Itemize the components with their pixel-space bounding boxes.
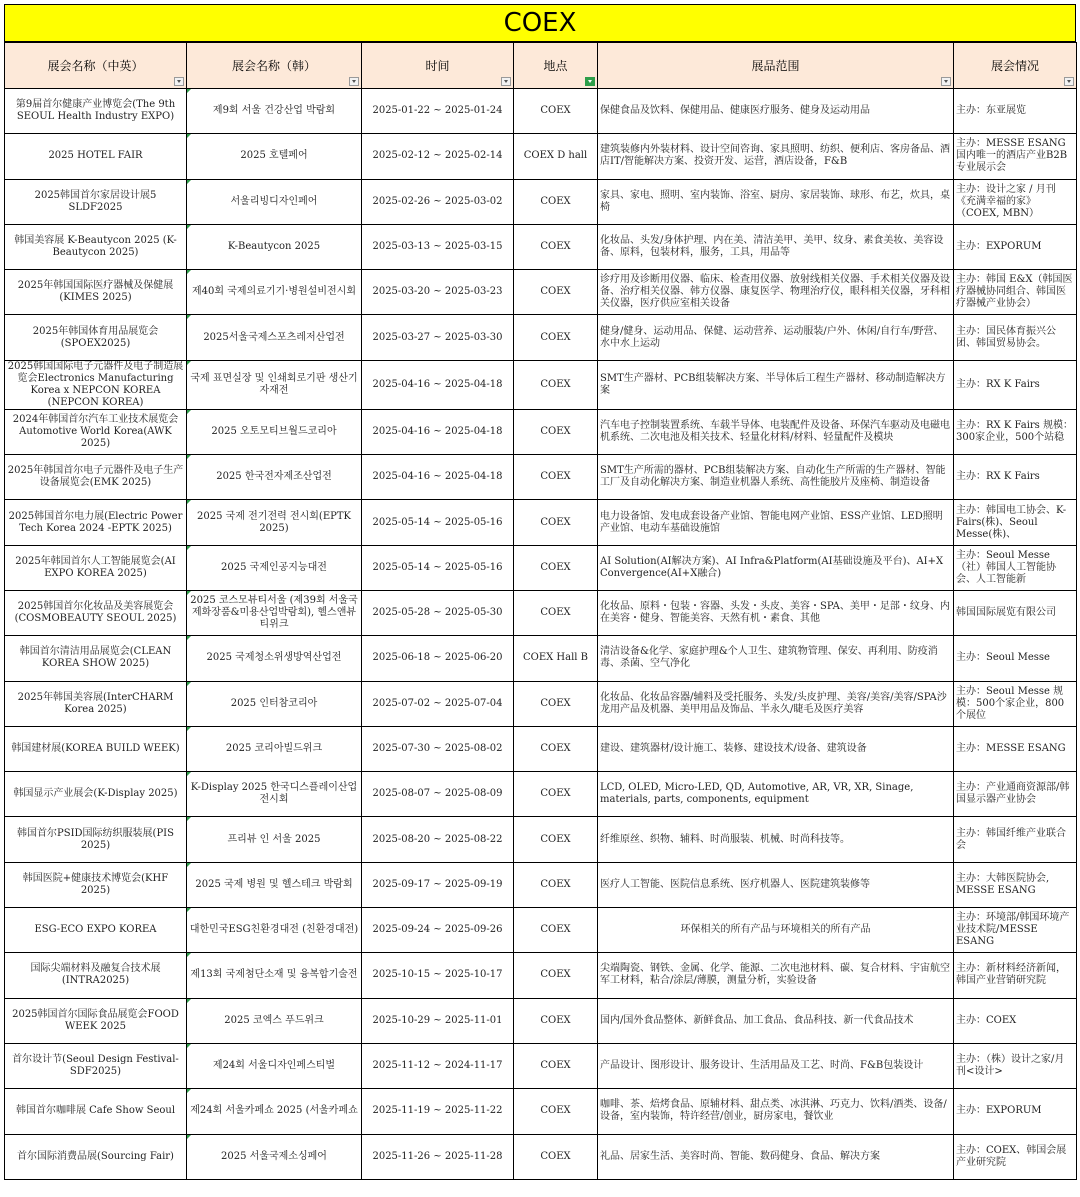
cell-scope[interactable]: LCD, OLED, Micro-LED, QD, Automotive, AR, VR, XR, Sinage, materials, parts, components, equipment xyxy=(598,772,954,817)
header-cell: 展会情况 xyxy=(954,43,1077,89)
table-row xyxy=(5,179,1077,224)
cell-date[interactable]: 2025-10-29 ~ 2025-11-01 xyxy=(362,998,514,1043)
cell-venue[interactable]: COEX xyxy=(514,315,598,360)
cell-venue[interactable]: COEX xyxy=(514,726,598,771)
cell-venue[interactable]: COEX xyxy=(514,1134,598,1179)
cell-info[interactable]: 主办：大韩医院协会, MESSE ESANG xyxy=(954,862,1077,907)
cell-name-cn[interactable]: 韩国建材展(KOREA BUILD WEEK) xyxy=(5,726,187,771)
cell-scope[interactable]: 清洁设备&化学、家庭护理&个人卫生、建筑物管理、保安、再利用、防疫消毒、杀菌、空气净化 xyxy=(598,636,954,681)
filter-dropdown-icon[interactable] xyxy=(501,77,511,86)
table-row xyxy=(5,681,1077,726)
cell-name-cn[interactable]: 韩国显示产业展会(K-Display 2025) xyxy=(5,772,187,817)
cell-scope[interactable]: 电力设备馆、发电成套设备产业馆、智能电网产业馆、ESS产业馆、LED照明产业馆、电动车基础设施馆 xyxy=(598,500,954,545)
cell-date[interactable]: 2025-04-16 ~ 2025-04-18 xyxy=(362,455,514,500)
cell-name-kr[interactable]: K-Beautycon 2025 xyxy=(187,224,362,269)
table-row xyxy=(5,998,1077,1043)
header-cell: 展品范围 xyxy=(598,43,954,89)
cell-scope[interactable]: 咖啡、茶、焙烤食品、原辅材料、甜点类、冰淇淋、巧克力、饮料/酒类、设备/设备，室内装饰，特许经营/创业，厨房家电，餐饮业 xyxy=(598,1089,954,1134)
table-row xyxy=(5,1089,1077,1134)
cell-name-cn[interactable]: 2025韩国首尔家居设计展5 SLDF2025 xyxy=(5,179,187,224)
cell-name-kr[interactable]: 2025 서울국제소싱페어 xyxy=(187,1134,362,1179)
cell-venue[interactable]: COEX D hall xyxy=(514,134,598,179)
filter-dropdown-icon[interactable] xyxy=(941,77,951,86)
cell-name-cn[interactable]: 韩国首尔清洁用品展览会(CLEAN KOREA SHOW 2025) xyxy=(5,636,187,681)
header-row xyxy=(5,43,1077,89)
cell-name-kr[interactable]: 2025 국제 전기전력 전시회(EPTK 2025) xyxy=(187,500,362,545)
cell-info[interactable]: 主办：RX K Fairs xyxy=(954,360,1077,409)
cell-name-kr[interactable]: 2025 호텔페어 xyxy=(187,134,362,179)
cell-venue[interactable]: COEX xyxy=(514,179,598,224)
header-cell: 展会名称（韩） xyxy=(187,43,362,89)
cell-name-kr[interactable]: 2025 한국전자제조산업전 xyxy=(187,455,362,500)
cell-name-kr[interactable]: K-Display 2025 한국디스플레이산업전시회 xyxy=(187,772,362,817)
cell-date[interactable]: 2025-04-16 ~ 2025-04-18 xyxy=(362,360,514,409)
cell-venue[interactable]: COEX xyxy=(514,681,598,726)
cell-venue[interactable]: COEX xyxy=(514,590,598,635)
cell-scope[interactable]: 国内/国外食品整体、新鲜食品、加工食品、食品科技、新一代食品技术 xyxy=(598,998,954,1043)
cell-date[interactable]: 2025-07-02 ~ 2025-07-04 xyxy=(362,681,514,726)
cell-date[interactable]: 2025-03-13 ~ 2025-03-15 xyxy=(362,224,514,269)
cell-venue[interactable]: COEX xyxy=(514,360,598,409)
cell-name-kr[interactable]: 2025 국제 병원 및 헬스테크 박람회 xyxy=(187,862,362,907)
table-row xyxy=(5,1043,1077,1088)
cell-scope[interactable]: 建筑装修内外装材料、设计空间咨询、家具照明、纺织、便利店、客房备品、酒店IT/智能解决方案、投资开发、运营，酒店设备，F&B xyxy=(598,134,954,179)
table-row xyxy=(5,360,1077,409)
cell-name-cn[interactable]: 韩国美容展 K-Beautycon 2025 (K-Beautycon 2025) xyxy=(5,224,187,269)
cell-info[interactable]: 主办：新材料经济新闻，韩国产业营销研究院 xyxy=(954,953,1077,998)
cell-venue[interactable]: COEX xyxy=(514,545,598,590)
cell-info[interactable]: 韩国国际展览有限公司 xyxy=(954,590,1077,635)
cell-date[interactable]: 2025-02-26 ~ 2025-03-02 xyxy=(362,179,514,224)
cell-scope[interactable]: 健身/健身、运动用品、保健、运动营养、运动服装/户外、休闲/自行车/野营、水中水上运动 xyxy=(598,315,954,360)
cell-date[interactable]: 2025-06-18 ~ 2025-06-20 xyxy=(362,636,514,681)
cell-info[interactable]: 主办：韩国电工协会、K-Fairs(株)、Seoul Messe(株)、 xyxy=(954,500,1077,545)
cell-info[interactable]: 主办：国民体育振兴公团、韩国贸易协会。 xyxy=(954,315,1077,360)
cell-scope[interactable]: 诊疗用及诊断用仪器、临床、检查用仪器、放射线相关仪器、手术相关仪器及设备、治疗相关仪器、韩方仪器、康复医学、物理治疗仪，眼科相关仪器，牙科相关仪器，医疗供应室相关设备 xyxy=(598,270,954,315)
cell-scope[interactable]: 医疗人工智能、医院信息系统、医疗机器人、医院建筑装修等 xyxy=(598,862,954,907)
cell-name-kr[interactable]: 2025 국제인공지능대전 xyxy=(187,545,362,590)
cell-scope[interactable]: AI Solution(AI解决方案)、AI Infra&Platform(AI基础设施及平台)、AI+X Convergence(AI+X融合) xyxy=(598,545,954,590)
cell-name-kr[interactable]: 프리뷰 인 서울 2025 xyxy=(187,817,362,862)
table-row xyxy=(5,953,1077,998)
cell-name-kr[interactable]: 제9회 서울 건강산업 박람회 xyxy=(187,89,362,134)
cell-venue[interactable]: COEX xyxy=(514,1089,598,1134)
table-row xyxy=(5,409,1077,454)
header-cell: 地点 xyxy=(514,43,598,89)
cell-name-kr[interactable]: 2025 코스모뷰티서울 (제39회 서울국제화장품&미용산업박람회), 헬스앤뷰티위크 xyxy=(187,590,362,635)
cell-date[interactable]: 2025-02-12 ~ 2025-02-14 xyxy=(362,134,514,179)
cell-name-cn[interactable]: 国际尖端材料及融复合技术展(INTRA2025) xyxy=(5,953,187,998)
cell-name-kr[interactable]: 2025서울국제스포츠레저산업전 xyxy=(187,315,362,360)
cell-venue[interactable]: COEX xyxy=(514,1043,598,1088)
cell-info[interactable]: 主办：Seoul Messe xyxy=(954,636,1077,681)
cell-scope[interactable]: 礼品、居家生活、美容时尚、智能、数码健身、食品、解决方案 xyxy=(598,1134,954,1179)
table-row xyxy=(5,315,1077,360)
filter-dropdown-icon[interactable] xyxy=(1064,77,1074,86)
cell-venue[interactable]: COEX xyxy=(514,455,598,500)
cell-info[interactable]: 主办：MESSE ESANG 国内唯一的酒店产业B2B专业展示会 xyxy=(954,134,1077,179)
cell-name-kr[interactable]: 제40회 국제의료기기·병원설비전시회 xyxy=(187,270,362,315)
cell-info[interactable]: 主办：Seoul Messe 规模：500个家企业，800个展位 xyxy=(954,681,1077,726)
cell-name-kr[interactable]: 2025 인터참코리아 xyxy=(187,681,362,726)
cell-scope[interactable]: 环保相关的所有产品与环境相关的所有产品 xyxy=(598,908,954,953)
cell-name-cn[interactable]: 首尔设计节(Seoul Design Festival-SDF2025) xyxy=(5,1043,187,1088)
table-row xyxy=(5,862,1077,907)
cell-date[interactable]: 2025-03-27 ~ 2025-03-30 xyxy=(362,315,514,360)
cell-name-cn[interactable]: 2025年韩国国际医疗器械及保健展(KIMES 2025) xyxy=(5,270,187,315)
cell-info[interactable]: 主办：韩国纤维产业联合会 xyxy=(954,817,1077,862)
cell-name-kr[interactable]: 2025 코리아빌드위크 xyxy=(187,726,362,771)
cell-venue[interactable]: COEX xyxy=(514,862,598,907)
cell-date[interactable]: 2025-10-15 ~ 2025-10-17 xyxy=(362,953,514,998)
cell-scope[interactable]: 化妆品、原料・包装・容器、头发・头皮、美容・SPA、美甲・足部・纹身、内在美容・健身、智能美容、天然有机・素食、其他 xyxy=(598,590,954,635)
table-row xyxy=(5,89,1077,134)
exhibition-table xyxy=(4,42,1077,1180)
cell-name-kr[interactable]: 서울리빙디자인페어 xyxy=(187,179,362,224)
cell-scope[interactable]: SMT生产器材、PCB组装解决方案、半导体后工程生产器材、移动制造解决方案 xyxy=(598,360,954,409)
cell-scope[interactable]: 家具、家电、照明、室内装饰、浴室、厨房、家居装饰、球形、布艺，炊具，桌椅 xyxy=(598,179,954,224)
cell-venue[interactable]: COEX xyxy=(514,270,598,315)
cell-scope[interactable]: 建设、建筑器材/设计施工、装修、建设技术/设备、建筑设备 xyxy=(598,726,954,771)
cell-name-kr[interactable]: 제24회 서울카페쇼 2025 (서울카페쇼 xyxy=(187,1089,362,1134)
cell-date[interactable]: 2025-01-22 ~ 2025-01-24 xyxy=(362,89,514,134)
cell-info[interactable]: 主办：COEX xyxy=(954,998,1077,1043)
cell-info[interactable]: 主办：EXPORUM xyxy=(954,1089,1077,1134)
cell-name-cn[interactable]: 2025韩国首尔电力展(Electric Power Tech Korea 2024 -EPTK 2025) xyxy=(5,500,187,545)
cell-venue[interactable]: COEX Hall B xyxy=(514,636,598,681)
cell-name-cn[interactable]: 2025年韩国首尔电子元器件及电子生产设备展览会(EMK 2025) xyxy=(5,455,187,500)
cell-info[interactable]: 主办：环境部/韩国环境产业技术院/MESSE ESANG xyxy=(954,908,1077,953)
table-row xyxy=(5,726,1077,771)
cell-info[interactable]: 主办：韩国 E&X（韩国医疗器械协同组合、韩国医疗器械产业协会） xyxy=(954,270,1077,315)
cell-name-cn[interactable]: 2025韩国首尔国际食品展览会FOOD WEEK 2025 xyxy=(5,998,187,1043)
cell-scope[interactable]: 化妆品、头发/身体护理、内在美、清洁美甲、美甲、纹身、素食美妆、美容设备、原料，包装材料，服务，工具，用品等 xyxy=(598,224,954,269)
cell-name-cn[interactable]: 2025年韩国首尔人工智能展览会(AI EXPO KOREA 2025) xyxy=(5,545,187,590)
cell-venue[interactable]: COEX xyxy=(514,953,598,998)
cell-name-kr[interactable]: 제13회 국제첨단소재 및 융복합기술전 xyxy=(187,953,362,998)
cell-date[interactable]: 2025-11-19 ~ 2025-11-22 xyxy=(362,1089,514,1134)
cell-venue[interactable]: COEX xyxy=(514,500,598,545)
cell-date[interactable]: 2025-08-20 ~ 2025-08-22 xyxy=(362,817,514,862)
filter-dropdown-icon[interactable] xyxy=(349,77,359,86)
table-row xyxy=(5,134,1077,179)
spreadsheet xyxy=(4,4,1076,1180)
cell-venue[interactable]: COEX xyxy=(514,908,598,953)
cell-name-kr[interactable]: 대한민국ESG친환경대전 (친환경대전) xyxy=(187,908,362,953)
cell-venue[interactable]: COEX xyxy=(514,409,598,454)
cell-venue[interactable]: COEX xyxy=(514,772,598,817)
cell-info[interactable]: 主办：东亚展览 xyxy=(954,89,1077,134)
cell-info[interactable]: 主办：RX K Fairs xyxy=(954,455,1077,500)
table-row xyxy=(5,1134,1077,1179)
header-cell: 展会名称（中英） xyxy=(5,43,187,89)
cell-scope[interactable]: 尖端陶瓷、钢铁、金属、化学、能源、二次电池材料、碳、复合材料、宇宙航空军工材料，粘合/涂层/薄膜，测量分析，实验设备 xyxy=(598,953,954,998)
cell-venue[interactable]: COEX xyxy=(514,224,598,269)
cell-name-kr[interactable]: 제24회 서울디자인페스티벌 xyxy=(187,1043,362,1088)
cell-info[interactable]: 主办：产业通商资源部/韩国显示器产业协会 xyxy=(954,772,1077,817)
table-row xyxy=(5,455,1077,500)
cell-venue[interactable]: COEX xyxy=(514,998,598,1043)
table-row xyxy=(5,817,1077,862)
cell-info[interactable]: 主办：COEX、韩国会展产业研究院 xyxy=(954,1134,1077,1179)
cell-name-cn[interactable]: 2025韩国首尔化妆品及美容展览会(COSMOBEAUTY SEOUL 2025) xyxy=(5,590,187,635)
cell-name-kr[interactable]: 2025 코엑스 푸드위크 xyxy=(187,998,362,1043)
cell-info[interactable]: 主办：MESSE ESANG xyxy=(954,726,1077,771)
table-row xyxy=(5,224,1077,269)
cell-date[interactable]: 2025-09-24 ~ 2025-09-26 xyxy=(362,908,514,953)
filter-dropdown-icon[interactable] xyxy=(174,77,184,86)
table-row xyxy=(5,545,1077,590)
cell-name-cn[interactable]: 2025 HOTEL FAIR xyxy=(5,134,187,179)
cell-info[interactable]: 主办：EXPORUM xyxy=(954,224,1077,269)
cell-name-cn[interactable]: 2024年韩国首尔汽车工业技术展览会Automotive World Korea(AWK 2025) xyxy=(5,409,187,454)
table-row xyxy=(5,590,1077,635)
cell-venue[interactable]: COEX xyxy=(514,817,598,862)
cell-date[interactable]: 2025-11-26 ~ 2025-11-28 xyxy=(362,1134,514,1179)
cell-name-cn[interactable]: 第9届首尔健康产业博览会(The 9th SEOUL Health Industry EXPO) xyxy=(5,89,187,134)
cell-info[interactable]: 主办：（株）设计之家/月刊<设计> xyxy=(954,1043,1077,1088)
cell-date[interactable]: 2025-07-30 ~ 2025-08-02 xyxy=(362,726,514,771)
cell-scope[interactable]: 化妆品、化妆品容器/辅料及受托服务、头发/头皮护理、美容/美容/美容/SPA沙龙用产品及机器、美甲用品及饰品、半永久/睫毛及医疗美容 xyxy=(598,681,954,726)
sheet-title: COEX xyxy=(4,4,1076,42)
cell-date[interactable]: 2025-05-14 ~ 2025-05-16 xyxy=(362,500,514,545)
cell-name-cn[interactable]: 韩国首尔咖啡展 Cafe Show Seoul xyxy=(5,1089,187,1134)
cell-scope[interactable]: 产品设计、图形设计、服务设计、生活用品及工艺、时尚、F&B包装设计 xyxy=(598,1043,954,1088)
cell-venue[interactable]: COEX xyxy=(514,89,598,134)
cell-name-cn[interactable]: 首尔国际消费品展(Sourcing Fair) xyxy=(5,1134,187,1179)
cell-scope[interactable]: 保健食品及饮料、保健用品、健康医疗服务、健身及运动用品 xyxy=(598,89,954,134)
cell-scope[interactable]: SMT生产所需的器材、PCB组装解决方案、自动化生产所需的生产器材、智能工厂及自动化解决方案、制造业机器人系统、高性能胶片及座椅、制造设备 xyxy=(598,455,954,500)
cell-name-cn[interactable]: 2025韩国国际电子元器件及电子制造展览会Electronics Manufacturing Korea x NEPCON KOREA (NEPCON KOREA) xyxy=(5,360,187,409)
cell-info[interactable]: 主办：设计之家 / 月刊《充满幸福的家》（COEX, MBN） xyxy=(954,179,1077,224)
cell-name-kr[interactable]: 국제 표면실장 및 인쇄회로기판 생산기자재전 xyxy=(187,360,362,409)
table-row xyxy=(5,500,1077,545)
cell-date[interactable]: 2025-05-28 ~ 2025-05-30 xyxy=(362,590,514,635)
cell-name-cn[interactable]: 韩国医院+健康技术博览会(KHF 2025) xyxy=(5,862,187,907)
table-row xyxy=(5,772,1077,817)
cell-date[interactable]: 2025-09-17 ~ 2025-09-19 xyxy=(362,862,514,907)
cell-name-cn[interactable]: 2025年韩国美容展(InterCHARM Korea 2025) xyxy=(5,681,187,726)
cell-name-cn[interactable]: ESG-ECO EXPO KOREA xyxy=(5,908,187,953)
table-row xyxy=(5,636,1077,681)
cell-date[interactable]: 2025-11-12 ~ 2024-11-17 xyxy=(362,1043,514,1088)
cell-info[interactable]: 主办：RX K Fairs 规模：300家企业，500个站稳 xyxy=(954,409,1077,454)
filter-active-icon[interactable] xyxy=(585,77,595,86)
cell-date[interactable]: 2025-05-14 ~ 2025-05-16 xyxy=(362,545,514,590)
table-row xyxy=(5,908,1077,953)
cell-info[interactable]: 主办：Seoul Messe（社）韩国人工智能协会、人工智能新 xyxy=(954,545,1077,590)
cell-scope[interactable]: 纤维原丝、织物、辅料、时尚服装、机械、时尚科技等。 xyxy=(598,817,954,862)
table-row xyxy=(5,270,1077,315)
cell-date[interactable]: 2025-03-20 ~ 2025-03-23 xyxy=(362,270,514,315)
header-cell: 时间 xyxy=(362,43,514,89)
cell-name-cn[interactable]: 2025年韩国体育用品展览会(SPOEX2025) xyxy=(5,315,187,360)
cell-date[interactable]: 2025-04-16 ~ 2025-04-18 xyxy=(362,409,514,454)
cell-name-kr[interactable]: 2025 오토모티브월드코리아 xyxy=(187,409,362,454)
cell-name-kr[interactable]: 2025 국제청소위생방역산업전 xyxy=(187,636,362,681)
cell-date[interactable]: 2025-08-07 ~ 2025-08-09 xyxy=(362,772,514,817)
cell-name-cn[interactable]: 韩国首尔PSID国际纺织服装展(PIS 2025) xyxy=(5,817,187,862)
cell-scope[interactable]: 汽车电子控制装置系统、车载半导体、电装配件及设备、环保汽车驱动及电磁电机系统、二次电池及相关技术、轻量化材料/材料、轻量配件及模块 xyxy=(598,409,954,454)
